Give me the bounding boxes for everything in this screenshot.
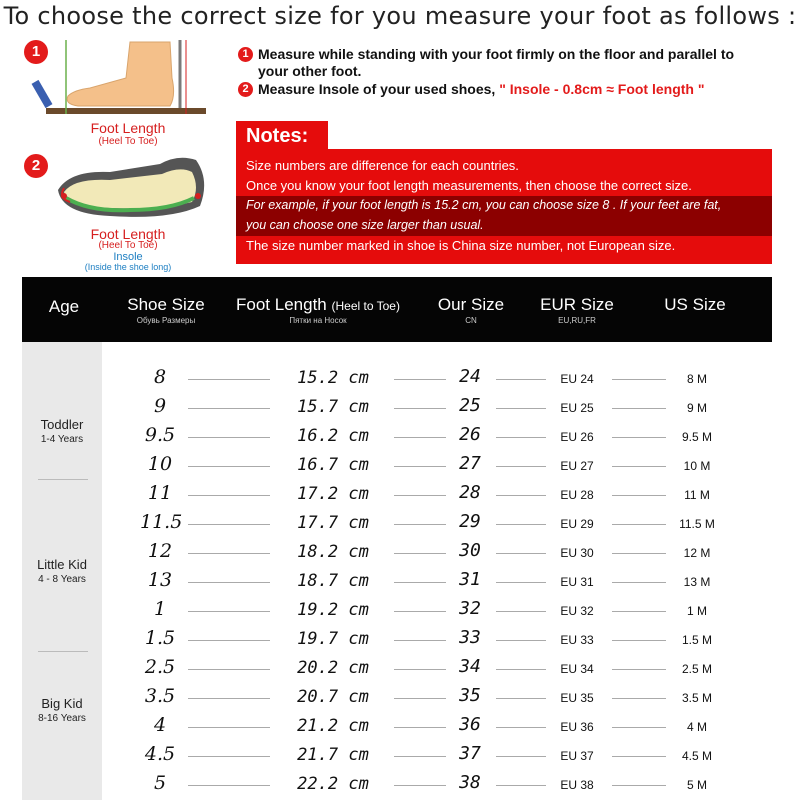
table-row xyxy=(102,538,772,567)
row-divider-line xyxy=(496,698,546,699)
table-row xyxy=(102,596,772,625)
table-row xyxy=(102,770,772,799)
age-group-name: Big Kid xyxy=(41,696,83,711)
table-row xyxy=(102,364,772,393)
foot-length-cell: 17.7 cm xyxy=(297,513,369,533)
our-size-cell: 36 xyxy=(459,714,481,735)
shoe-size-cell: 3.5 xyxy=(144,685,176,707)
row-divider-line xyxy=(394,785,446,786)
shoe-size-cell: 1 xyxy=(153,598,167,620)
row-divider-line xyxy=(496,756,546,757)
shoe-size-cell: 10 xyxy=(147,453,173,475)
age-group-years: 4 - 8 Years xyxy=(38,574,86,585)
foot-length-cell: 16.7 cm xyxy=(297,455,369,475)
header-foot-length-label: Foot Length xyxy=(236,295,327,314)
age-group-little-kid xyxy=(22,557,102,585)
row-divider-line xyxy=(496,611,546,612)
foot-length-cell: 19.2 cm xyxy=(297,600,369,620)
us-size-cell: 1.5 M xyxy=(681,633,712,647)
row-divider-line xyxy=(394,495,446,496)
foot-length-cell: 15.7 cm xyxy=(297,397,369,417)
row-divider-line xyxy=(394,553,446,554)
us-size-cell: 9 M xyxy=(686,401,707,415)
row-divider-line xyxy=(394,379,446,380)
table-row xyxy=(102,625,772,654)
our-size-cell: 38 xyxy=(459,772,481,793)
shoe-size-cell: 1.5 xyxy=(144,627,176,649)
us-size-cell: 8 M xyxy=(686,372,707,386)
row-divider-line xyxy=(496,553,546,554)
row-divider-line xyxy=(612,698,666,699)
insole-sub-label: (Inside the shoe long) xyxy=(84,262,172,272)
shoe-size-cell: 2.5 xyxy=(144,656,176,678)
header-us-size: US Size xyxy=(664,295,726,314)
us-size-cell: 2.5 M xyxy=(681,662,712,676)
us-size-cell: 9.5 M xyxy=(681,430,712,444)
row-divider-line xyxy=(188,640,270,641)
shoe-size-cell: 4 xyxy=(153,714,167,736)
row-divider-line xyxy=(496,379,546,380)
row-divider-line xyxy=(612,669,666,670)
our-size-cell: 37 xyxy=(459,743,481,764)
note-line-5: The size number marked in shoe is China size number, not European size. xyxy=(246,238,676,253)
header-shoe-size xyxy=(118,295,214,325)
row-divider-line xyxy=(394,524,446,525)
us-size-cell: 11 M xyxy=(684,488,710,502)
our-size-cell: 34 xyxy=(459,656,481,677)
us-size-cell: 3.5 M xyxy=(681,691,712,705)
row-divider-line xyxy=(394,437,446,438)
header-shoe-size-label: Shoe Size xyxy=(127,295,205,314)
row-divider-line xyxy=(612,524,666,525)
age-group-big-kid xyxy=(22,696,102,724)
row-divider-line xyxy=(612,466,666,467)
foot-standing-illustration xyxy=(30,38,210,122)
us-size-cell: 12 M xyxy=(683,546,711,560)
instruction-2-badge: 2 xyxy=(238,82,253,97)
row-divider-line xyxy=(496,524,546,525)
eur-size-cell: EU 37 xyxy=(560,749,594,763)
header-eur-size-sub: EU,RU,FR xyxy=(558,316,596,325)
eur-size-cell: EU 26 xyxy=(560,430,594,444)
foot-length-cell: 18.2 cm xyxy=(297,542,369,562)
table-header xyxy=(22,277,772,342)
shoe-size-cell: 13 xyxy=(147,569,173,591)
age-group-name: Little Kid xyxy=(37,557,87,572)
eur-size-cell: EU 30 xyxy=(560,546,594,560)
shoe-size-cell: 12 xyxy=(147,540,173,562)
row-divider-line xyxy=(188,669,270,670)
note-line-2: Once you know your foot length measurements, then choose the correct size. xyxy=(246,178,692,193)
instruction-2 xyxy=(258,81,778,98)
row-divider-line xyxy=(612,727,666,728)
our-size-cell: 28 xyxy=(459,482,481,503)
row-divider-line xyxy=(612,756,666,757)
row-divider-line xyxy=(612,379,666,380)
eur-size-cell: EU 24 xyxy=(560,372,594,386)
row-divider-line xyxy=(496,582,546,583)
foot-length-cell: 16.2 cm xyxy=(297,426,369,446)
step-1-badge: 1 xyxy=(24,40,48,64)
row-divider-line xyxy=(496,727,546,728)
row-divider-line xyxy=(612,408,666,409)
our-size-cell: 26 xyxy=(459,424,481,445)
us-size-cell: 4 M xyxy=(686,720,707,734)
us-size-cell: 1 M xyxy=(686,604,707,618)
eur-size-cell: EU 36 xyxy=(560,720,594,734)
notes-heading: Notes: xyxy=(236,121,328,151)
instruction-1 xyxy=(258,46,778,80)
step-2-badge: 2 xyxy=(24,154,48,178)
foot-length-cell: 17.2 cm xyxy=(297,484,369,504)
us-size-cell: 5 M xyxy=(686,778,707,792)
table-row xyxy=(102,654,772,683)
row-divider-line xyxy=(188,582,270,583)
our-size-cell: 35 xyxy=(459,685,481,706)
row-divider-line xyxy=(612,437,666,438)
row-divider-line xyxy=(612,582,666,583)
row-divider-line xyxy=(496,640,546,641)
our-size-cell: 32 xyxy=(459,598,481,619)
row-divider-line xyxy=(188,611,270,612)
age-group-toddler xyxy=(22,417,102,445)
our-size-cell: 31 xyxy=(459,569,481,590)
eur-size-cell: EU 38 xyxy=(560,778,594,792)
age-group-years: 8-16 Years xyxy=(38,713,86,724)
foot-length-cell: 18.7 cm xyxy=(297,571,369,591)
us-size-cell: 13 M xyxy=(683,575,711,589)
age-divider xyxy=(38,651,88,652)
insole-label: Insole xyxy=(113,251,143,263)
eur-size-cell: EU 33 xyxy=(560,633,594,647)
insole-illustration xyxy=(50,150,210,230)
age-group-years: 1-4 Years xyxy=(40,434,84,445)
eur-size-cell: EU 32 xyxy=(560,604,594,618)
fig2-foot-length-label: Foot Length xyxy=(90,226,166,242)
our-size-cell: 24 xyxy=(459,366,481,387)
row-divider-line xyxy=(188,785,270,786)
row-divider-line xyxy=(496,437,546,438)
row-divider-line xyxy=(394,582,446,583)
header-foot-length-sub: Пятки на Носок xyxy=(289,316,347,325)
our-size-cell: 30 xyxy=(459,540,481,561)
header-shoe-size-sub: Обувь Размеры xyxy=(136,316,196,325)
row-divider-line xyxy=(394,408,446,409)
age-group-name: Toddler xyxy=(40,417,84,432)
table-row xyxy=(102,712,772,741)
header-age: Age xyxy=(48,297,80,316)
table-row xyxy=(102,567,772,596)
row-divider-line xyxy=(612,640,666,641)
header-our-size-sub: CN xyxy=(465,316,477,325)
shoe-size-cell: 4.5 xyxy=(144,743,176,765)
row-divider-line xyxy=(394,669,446,670)
us-size-cell: 10 M xyxy=(683,459,711,473)
us-size-cell: 11.5 M xyxy=(679,517,715,531)
header-foot-length xyxy=(226,295,410,325)
header-eur-size-label: EUR Size xyxy=(540,295,614,314)
row-divider-line xyxy=(188,698,270,699)
foot-length-cell: 20.7 cm xyxy=(297,687,369,707)
eur-size-cell: EU 34 xyxy=(560,662,594,676)
foot-length-cell: 15.2 cm xyxy=(297,368,369,388)
instruction-1-badge: 1 xyxy=(238,47,253,62)
our-size-cell: 29 xyxy=(459,511,481,532)
eur-size-cell: EU 28 xyxy=(560,488,594,502)
header-our-size xyxy=(426,295,516,325)
fig1-foot-length-label: Foot Length xyxy=(90,120,166,136)
foot-length-cell: 22.2 cm xyxy=(297,774,369,794)
eur-size-cell: EU 25 xyxy=(560,401,594,415)
row-divider-line xyxy=(394,640,446,641)
eur-size-cell: EU 35 xyxy=(560,691,594,705)
row-divider-line xyxy=(496,669,546,670)
shoe-size-cell: 9 xyxy=(153,395,167,417)
row-divider-line xyxy=(612,611,666,612)
eur-size-cell: EU 27 xyxy=(560,459,594,473)
shoe-size-cell: 5 xyxy=(153,772,167,794)
row-divider-line xyxy=(496,785,546,786)
row-divider-line xyxy=(394,756,446,757)
instruction-1-line1: Measure while standing with your foot firmly on the floor and parallel to xyxy=(258,46,735,62)
header-foot-length-inline: (Heel to Toe) xyxy=(331,299,400,313)
table-row xyxy=(102,480,772,509)
fig1-heel-to-toe-label: (Heel To Toe) xyxy=(98,136,158,147)
shoe-size-cell: 9.5 xyxy=(144,424,176,446)
header-eur-size xyxy=(532,295,622,325)
fig2-heel-to-toe-label: (Heel To Toe) xyxy=(98,240,158,251)
eur-size-cell: EU 29 xyxy=(560,517,594,531)
page-title: To choose the correct size for you measure your foot as follows : xyxy=(3,2,797,30)
table-row xyxy=(102,741,772,770)
instruction-2-text: Measure Insole of your used shoes, xyxy=(258,81,496,97)
foot-length-cell: 19.7 cm xyxy=(297,629,369,649)
row-divider-line xyxy=(188,524,270,525)
foot-length-cell: 20.2 cm xyxy=(297,658,369,678)
note-line-3: For example, if your foot length is 15.2 cm, you can choose size 8 . If your feet are fat, xyxy=(246,198,722,212)
shoe-size-cell: 11 xyxy=(147,482,173,504)
shoe-size-cell: 11.5 xyxy=(140,511,183,533)
row-divider-line xyxy=(188,756,270,757)
row-divider-line xyxy=(612,785,666,786)
row-divider-line xyxy=(612,495,666,496)
our-size-cell: 33 xyxy=(459,627,481,648)
table-row xyxy=(102,422,772,451)
row-divider-line xyxy=(394,727,446,728)
foot-length-cell: 21.7 cm xyxy=(297,745,369,765)
row-divider-line xyxy=(188,553,270,554)
row-divider-line xyxy=(188,379,270,380)
row-divider-line xyxy=(394,466,446,467)
row-divider-line xyxy=(188,727,270,728)
table-row xyxy=(102,509,772,538)
row-divider-line xyxy=(394,698,446,699)
row-divider-line xyxy=(188,495,270,496)
row-divider-line xyxy=(188,437,270,438)
table-row xyxy=(102,393,772,422)
row-divider-line xyxy=(188,408,270,409)
table-row xyxy=(102,683,772,712)
row-divider-line xyxy=(496,466,546,467)
our-size-cell: 25 xyxy=(459,395,481,416)
foot-length-cell: 21.2 cm xyxy=(297,716,369,736)
header-our-size-label: Our Size xyxy=(437,295,505,314)
row-divider-line xyxy=(496,408,546,409)
row-divider-line xyxy=(496,495,546,496)
row-divider-line xyxy=(394,611,446,612)
note-line-4: you can choose one size larger than usual. xyxy=(246,218,484,232)
age-divider xyxy=(38,479,88,480)
row-divider-line xyxy=(612,553,666,554)
table-row xyxy=(102,451,772,480)
eur-size-cell: EU 31 xyxy=(560,575,594,589)
instruction-2-formula: " Insole - 0.8cm ≈ Foot length " xyxy=(499,81,705,97)
our-size-cell: 27 xyxy=(459,453,481,474)
shoe-size-cell: 8 xyxy=(153,366,167,388)
note-line-1: Size numbers are difference for each countries. xyxy=(246,158,519,173)
instruction-1-line2: your other foot. xyxy=(258,63,362,79)
us-size-cell: 4.5 M xyxy=(681,749,712,763)
row-divider-line xyxy=(188,466,270,467)
